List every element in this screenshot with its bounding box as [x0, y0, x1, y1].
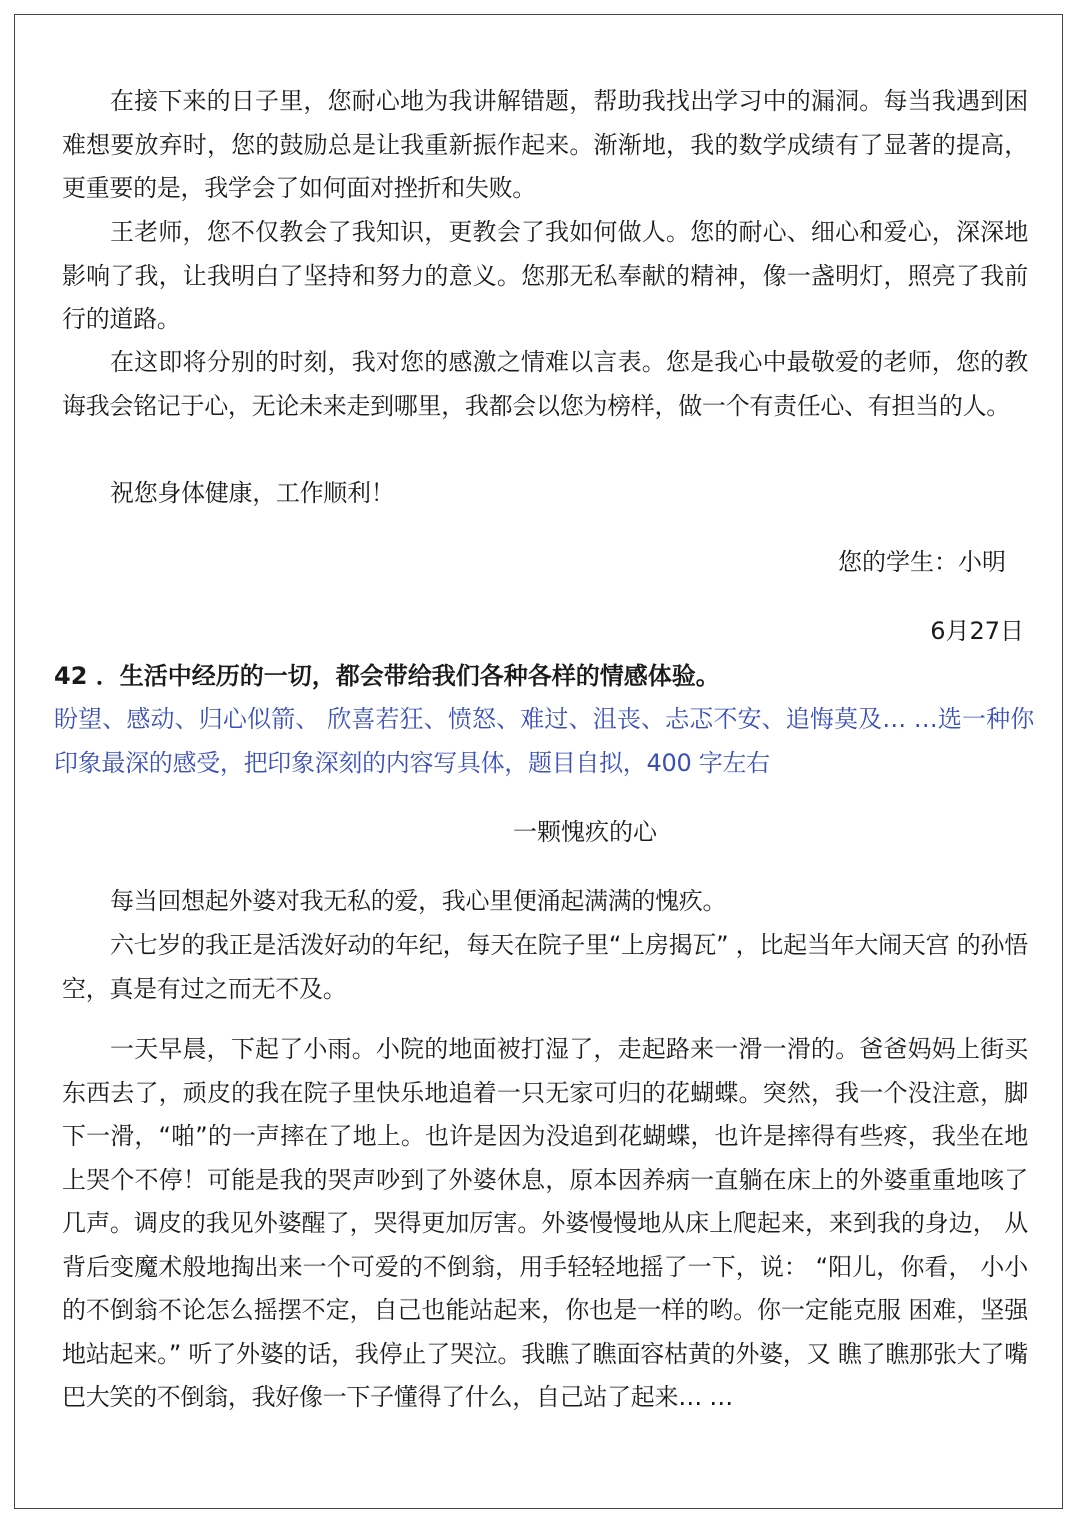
essay-paragraph-1: 每当回想起外婆对我无私的爱，我心里便涌起满满的愧疚。 — [110, 887, 727, 915]
essay-title: 一颗愧疚的心 — [513, 818, 657, 846]
essay-paragraph-2: 六七岁的我正是活泼好动的年纪，每天在院子里“上房揭瓦” ，比起当年大闹天宫 的孙悟空，真是有过之而无不及。 — [62, 931, 1028, 1003]
letter-date: 6月27日 — [930, 617, 1024, 645]
letter-paragraph-3: 在这即将分别的时刻，我对您的感激之情难以言表。您是我心中最敬爱的老师，您的教诲我会铭记于心，无论未来走到哪里，我都会以您为榜样，做一个有责任心、有担当的人。 — [62, 348, 1028, 420]
question-title: 42 ．生活中经历的一切，都会带给我们各种各样的情感体验。 — [54, 662, 720, 690]
letter-closing: 祝您身体健康，工作顺利！ — [110, 479, 395, 507]
letter-signature: 您的学生：小明 — [838, 548, 1006, 576]
letter-paragraph-1: 在接下来的日子里，您耐心地为我讲解错题，帮助我找出学习中的漏洞。每当我遇到困难想要放弃时，您的鼓励总是让我重新振作起来。渐渐地，我的数学成绩有了显著的提高，更重要的是，我学会了如何面对挫折和失败。 — [62, 87, 1028, 202]
letter-paragraph-2: 王老师，您不仅教会了我知识，更教会了我如何做人。您的耐心、细心和爱心，深深地影响了我，让我明白了坚持和努力的意义。您那无私奉献的精神，像一盏明灯，照亮了我前行的道路。 — [62, 218, 1028, 333]
question-prompt: 盼望、感动、归心似箭、 欣喜若狂、愤怒、难过、沮丧、忐忑不安、追悔莫及… …选一种你印象最深的感受，把印象深刻的内容写具体，题目自拟，400 字左右 — [54, 705, 1034, 777]
essay-paragraph-3: 一天早晨，下起了小雨。小院的地面被打湿了，走起路来一滑一滑的。爸爸妈妈上街买东西去了，顽皮的我在院子里快乐地追着一只无家可归的花蝴蝶。突然，我一个没注意，脚下一滑，“啪”的一声摔在了地上。也许是因为没追到花蝴蝶，也许是摔得有些疼，我坐在地上哭个不停！可能是我的哭声吵到了外婆休息，原本因养病一直躺在床上的外婆重重地咳了几声。调皮的我见外婆醒了，哭得更加厉害。外婆慢慢地从床上爬起来，来到我的身边， 从背后变魔术般地掏出来一个可爱的不倒翁，用手轻轻地摇了一下，说： “阳儿，你看， 小小的不倒翁不论怎么摇摆不定，自己也能站起来，你也是一样的哟。你一定能克服 困难，坚强地站起来。” 听了外婆的话，我停止了哭泣。我瞧了瞧面容枯黄的外婆，又 瞧了瞧那张大了嘴巴大笑的不倒翁，我好像一下子懂得了什么，自己站了起来… … — [62, 1035, 1028, 1411]
